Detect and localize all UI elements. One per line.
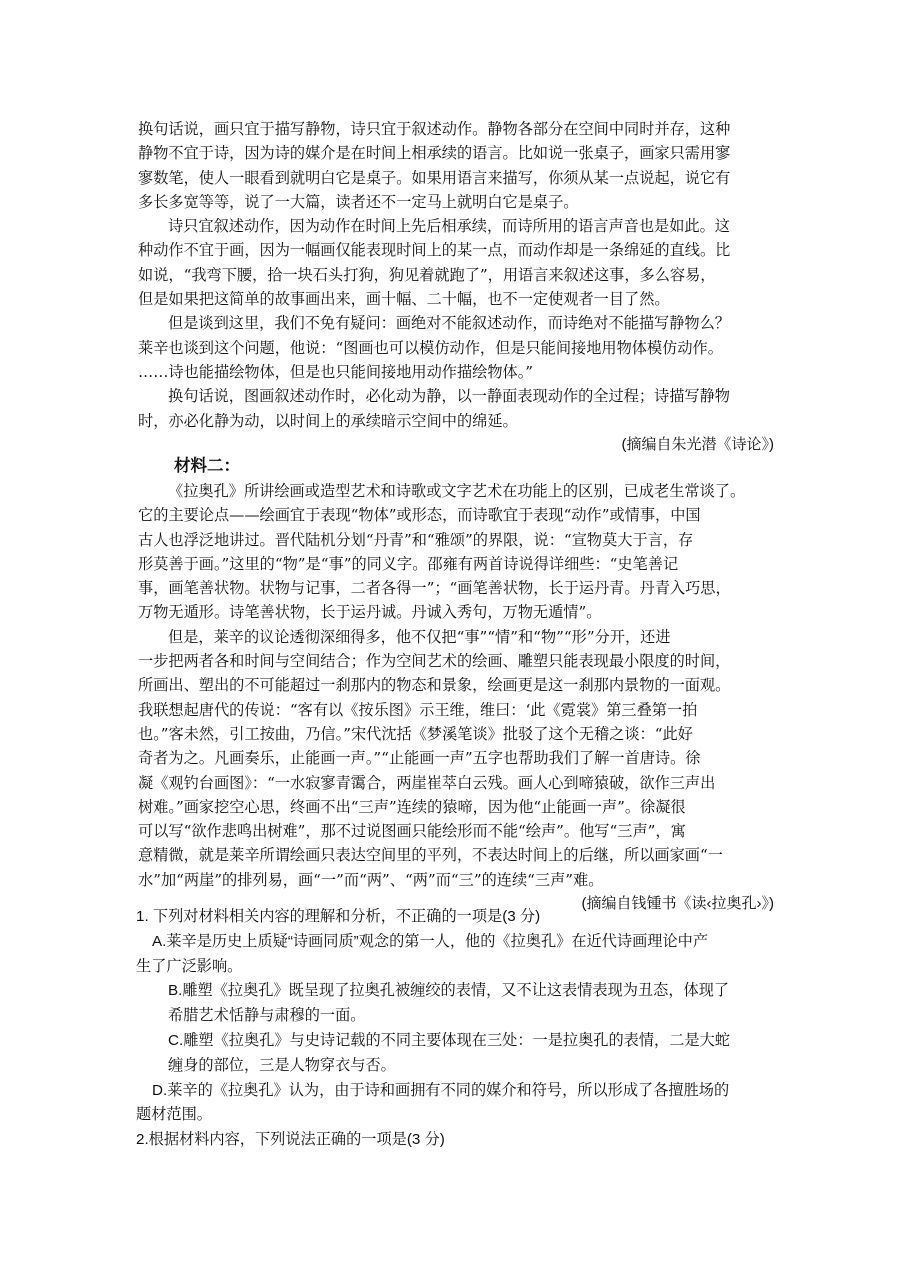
text-line: 古人也浮泛地讲过。晋代陆机分划“丹青”和“雅颂”的界限，说：“宣物莫大于言，存: [138, 530, 694, 549]
text-line: 静物不宜于诗，因为诗的媒介是在时间上相承续的语言。比如说一张桌子，画家只需用寥: [138, 144, 731, 163]
section-heading: 材料二：: [174, 457, 240, 475]
paragraph: [138, 479, 774, 625]
text-line: 万物无遁形。诗笔善状物，长于运丹诚。丹诚入秀句，万物无遁情”。: [138, 603, 602, 622]
text-line: 形莫善于画。”这里的“物”是“事”的同义字。邵雍有两首诗说得详细些：“史笔善记: [138, 554, 679, 573]
option-line: C.雕塑《拉奥孔》与史诗记载的不同主要体现在三处：一是拉奥孔的表情，二是大蛇: [168, 1031, 730, 1049]
paragraph: [138, 384, 774, 433]
paragraph: [138, 311, 774, 384]
option-line: 生了广泛影响。: [136, 957, 243, 975]
paragraph: [138, 117, 774, 214]
text-line: 但是谈到这里，我们不免有疑问：画绝对不能叙述动作，而诗绝对不能描写静物么？: [168, 314, 730, 333]
text-line: 奇者为之。凡画奏乐，止能画一声。”“止能画一声”五字也帮助我们了解一首唐诗。徐: [138, 749, 701, 768]
option-line: B.雕塑《拉奥孔》既呈现了拉奥孔被缠绞的表情，又不让这表情表现为丑态，体现了: [168, 982, 730, 1000]
option-d: [136, 1079, 772, 1129]
source-citation: (摘编自朱光潜《诗论》): [621, 435, 774, 453]
text-line: 但是，莱辛的议论透彻深细得多，他不仅把“事”“情”和“物”“形”分开，还进: [168, 627, 671, 646]
source-citation: (摘编自钱锺书《读‹拉奥孔›》): [581, 895, 774, 913]
option-line: A.莱辛是历史上质疑“诗画同质”观念的第一人，他的《拉奥孔》在近代诗画理论中产: [152, 932, 709, 950]
option-line: 希腊艺术恬静与肃穆的一面。: [168, 1007, 366, 1025]
paragraph: [138, 214, 774, 311]
text-line: 但是如果把这简单的故事画出来，画十幅、二十幅，也不一定使观者一目了然。: [138, 290, 670, 309]
questions-section: [136, 905, 772, 1153]
text-line: 所画出、塑出的不可能超过一刹那内的物态和景象，绘画更是这一刹那内景物的一面观。: [138, 676, 731, 695]
text-line: 莱辛也谈到这个问题，他说：“图画也可以模仿动作，但是只能间接地用物体模仿动作。: [138, 338, 723, 357]
question-one-stem: 1. 下列对材料相关内容的理解和分析，不正确的一项是(3 分): [136, 908, 541, 925]
option-line: 题材范围。: [136, 1106, 212, 1124]
option-a: [136, 930, 772, 980]
text-line: 诗只宜叙述动作，因为动作在时间上先后相承续，而诗所用的语言声音也是如此。这: [168, 217, 730, 236]
text-line: 换句话说，画只宜于描写静物，诗只宜于叙述动作。静物各部分在空间中同时并存，这种: [138, 120, 731, 138]
text-line: 种动作不宜于画，因为一幅画仅能表现时间上的某一点，而动作却是一条绵延的直线。比: [138, 241, 731, 260]
text-line: ……诗也能描绘物体，但是也只能间接地用动作描绘物体。”: [138, 362, 534, 381]
text-line: 也。”客未然，引工按曲，乃信。”宋代沈括《梦溪笔谈》批驳了这个无稽之谈：“此好: [138, 724, 693, 743]
text-line: 凝《观钓台画图》：“一水寂寥青霭合，两崖崔萃白云残。画人心到啼猿破，欲作三声出: [138, 773, 716, 792]
text-line: 时，亦必化静为动，以时间上的承续暗示空间中的绵延。: [138, 411, 518, 430]
text-line: 树难。”画家挖空心思，终画不出“三声”连续的猿啼，因为他“止能画一声”。徐凝很: [138, 797, 686, 816]
text-line: 意精微，就是莱辛所谓绘画只表达空间里的平列，不表达时间上的后继，所以画家画“一: [138, 846, 723, 865]
text-line: 一步把两者各和时间与空间结合；作为空间艺术的绘画、雕塑只能表现最小限度的时间，: [138, 652, 731, 671]
material-one-text: [138, 117, 774, 457]
question-two-stem: 2.根据材料内容，下列说法正确的一项是(3 分): [136, 1131, 445, 1149]
material-two-text: [138, 453, 774, 916]
option-b: [136, 979, 772, 1029]
text-line: 事，画笔善状物。状物与记事，二者各得一”；“画笔善状物，长于运丹青。丹青入巧思，: [138, 579, 731, 598]
paragraph: [138, 625, 774, 892]
option-line: 缠身的部位，三是人物穿衣与否。: [168, 1056, 396, 1074]
text-line: 寥数笔，使人一眼看到就明白它是桌子。如果用语言来描写，你须从某一点说起，说它有: [138, 168, 731, 187]
option-line: D.莱辛的《拉奥孔》认为，由于诗和画拥有不同的媒介和符号，所以形成了各擅胜场的: [152, 1081, 730, 1099]
option-c: [136, 1029, 772, 1079]
text-line: 它的主要论点——绘画宜于表现“物体”或形态，而诗歌宜于表现“动作”或情事，中国: [138, 506, 701, 525]
text-line: 如说，“我弯下腰，拾一块石头打狗，狗见着就跑了”，用语言来叙述这事，多么容易，: [138, 265, 716, 284]
text-line: 水”加“两崖”的排列易，画“一”而“两”、“两”而“三”的连续“三声”难。: [138, 870, 604, 889]
text-line: 多长多宽等等，说了一大篇，读者还不一定马上就明白它是桌子。: [138, 192, 579, 211]
text-line: 《拉奥孔》所讲绘画或造型艺术和诗歌或文字艺术在功能上的区别，已成老生常谈了。: [168, 482, 746, 500]
text-line: 可以写“欲作悲鸣出树难”，那不过说图画只能绘形而不能“绘声”。他写“三声”，寓: [138, 822, 686, 841]
text-line: 我联想起唐代的传说：“客有以《按乐图》示王维，维曰：‘此《霓裳》第三叠第一拍: [138, 700, 698, 719]
text-line: 换句话说，图画叙述动作时，必化动为静，以一静面表现动作的全过程；诗描写静物: [168, 387, 730, 406]
